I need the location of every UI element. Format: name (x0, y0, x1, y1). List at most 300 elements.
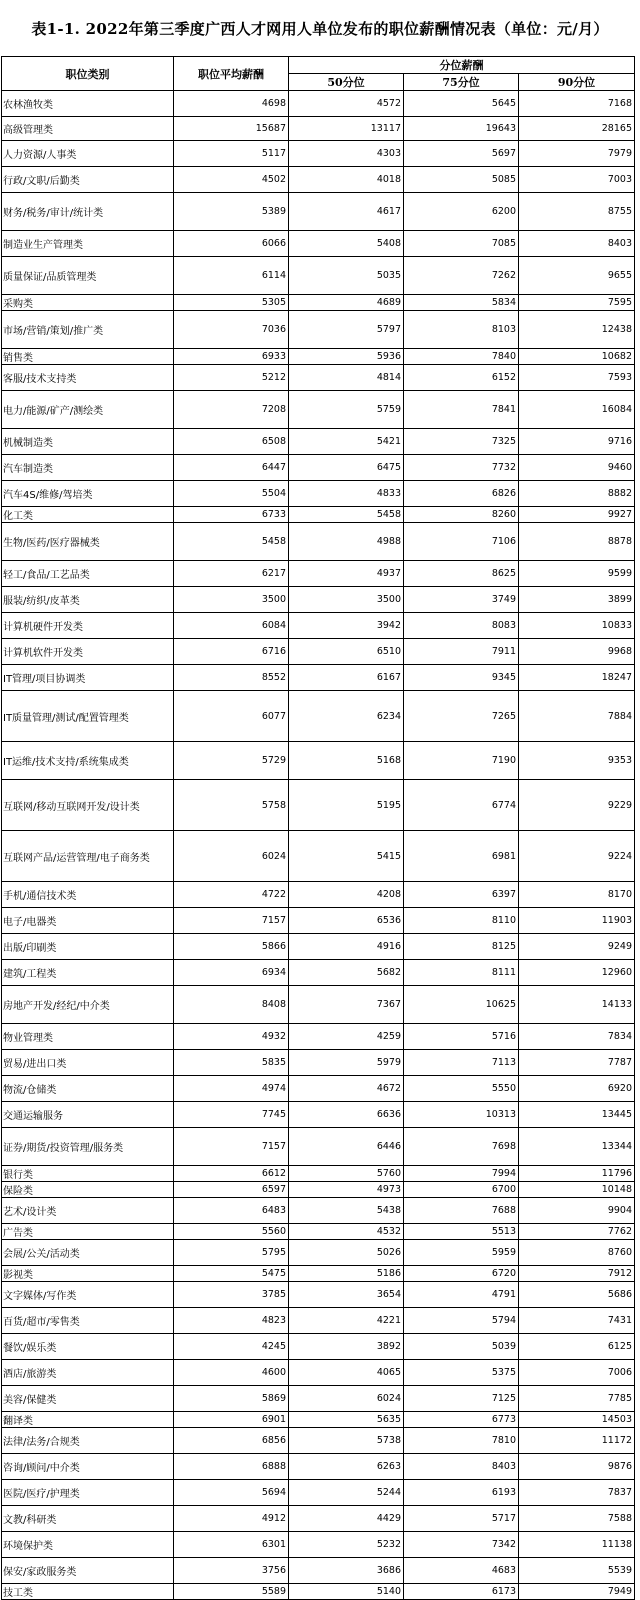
p90-cell: 7006 (519, 1360, 635, 1386)
p75-cell: 6152 (404, 365, 519, 391)
table-row (2, 1076, 635, 1102)
p75-cell: 7810 (404, 1428, 519, 1454)
category-cell: IT管理/项目协调类 (2, 665, 174, 691)
category-cell: 销售类 (2, 349, 174, 365)
average-cell: 5589 (174, 1584, 289, 1600)
table-row (2, 1532, 635, 1558)
average-cell: 7036 (174, 311, 289, 349)
average-cell: 4600 (174, 1360, 289, 1386)
salary-table (1, 56, 635, 1600)
p90-cell: 12438 (519, 311, 635, 349)
p50-cell: 5635 (289, 1412, 404, 1428)
p75-cell: 6700 (404, 1182, 519, 1198)
p90-cell: 9249 (519, 934, 635, 960)
category-cell: 计算机软件开发类 (2, 639, 174, 665)
p50-cell: 5421 (289, 429, 404, 455)
p50-cell: 5186 (289, 1266, 404, 1282)
category-cell: 质量保证/品质管理类 (2, 257, 174, 295)
category-cell: 电子/电器类 (2, 908, 174, 934)
category-cell: 汽车4S/维修/驾培类 (2, 481, 174, 507)
table-row (2, 1182, 635, 1198)
p75-cell: 7113 (404, 1050, 519, 1076)
p75-cell: 7342 (404, 1532, 519, 1558)
p50-cell: 6024 (289, 1386, 404, 1412)
table-row (2, 1102, 635, 1128)
category-cell: 法律/法务/合规类 (2, 1428, 174, 1454)
p50-cell: 3500 (289, 587, 404, 613)
category-cell: 医院/医疗/护理类 (2, 1480, 174, 1506)
p75-cell: 5717 (404, 1506, 519, 1532)
p75-cell: 6981 (404, 831, 519, 882)
category-cell: 美容/保健类 (2, 1386, 174, 1412)
p50-cell: 4303 (289, 141, 404, 167)
p75-cell: 5039 (404, 1334, 519, 1360)
average-cell: 6483 (174, 1198, 289, 1224)
p50-cell: 5759 (289, 391, 404, 429)
table-row (2, 1360, 635, 1386)
average-cell: 6733 (174, 507, 289, 523)
average-cell: 3785 (174, 1282, 289, 1308)
p90-cell: 6920 (519, 1076, 635, 1102)
average-cell: 5866 (174, 934, 289, 960)
p90-cell: 10833 (519, 613, 635, 639)
p75-cell: 6397 (404, 882, 519, 908)
p90-cell: 7834 (519, 1024, 635, 1050)
average-cell: 5560 (174, 1224, 289, 1240)
category-cell: 高级管理类 (2, 117, 174, 141)
table-row (2, 141, 635, 167)
p75-cell: 8111 (404, 960, 519, 986)
average-cell: 5305 (174, 295, 289, 311)
average-cell: 7745 (174, 1102, 289, 1128)
category-cell: 咨询/顾问/中介类 (2, 1454, 174, 1480)
p50-cell: 5232 (289, 1532, 404, 1558)
category-cell: 客服/技术支持类 (2, 365, 174, 391)
p75-cell: 7911 (404, 639, 519, 665)
p50-cell: 4221 (289, 1308, 404, 1334)
p90-cell: 9229 (519, 780, 635, 831)
table-row (2, 742, 635, 780)
p50-cell: 4259 (289, 1024, 404, 1050)
p50-cell: 4973 (289, 1182, 404, 1198)
p90-cell: 7003 (519, 167, 635, 193)
p50-cell: 4988 (289, 523, 404, 561)
p75-cell: 5697 (404, 141, 519, 167)
p90-cell: 7884 (519, 691, 635, 742)
p50-cell: 4532 (289, 1224, 404, 1240)
average-cell: 6901 (174, 1412, 289, 1428)
p50-cell: 7367 (289, 986, 404, 1024)
table-row (2, 1198, 635, 1224)
average-cell: 5729 (174, 742, 289, 780)
average-cell: 6114 (174, 257, 289, 295)
category-cell: 电力/能源/矿产/测绘类 (2, 391, 174, 429)
category-cell: 物流/仓储类 (2, 1076, 174, 1102)
table-row (2, 91, 635, 117)
p50-cell: 4065 (289, 1360, 404, 1386)
category-cell: 机械制造类 (2, 429, 174, 455)
p50-cell: 5936 (289, 349, 404, 365)
p50-cell: 4672 (289, 1076, 404, 1102)
header-percentile-group: 分位薪酬 (289, 57, 635, 74)
table-row (2, 507, 635, 523)
table-row (2, 780, 635, 831)
average-cell: 8552 (174, 665, 289, 691)
p75-cell: 7732 (404, 455, 519, 481)
table-row (2, 934, 635, 960)
average-cell: 6084 (174, 613, 289, 639)
average-cell: 6612 (174, 1166, 289, 1182)
category-cell: 化工类 (2, 507, 174, 523)
p90-cell: 9460 (519, 455, 635, 481)
p90-cell: 9599 (519, 561, 635, 587)
category-cell: 建筑/工程类 (2, 960, 174, 986)
p50-cell: 5195 (289, 780, 404, 831)
category-cell: 技工类 (2, 1584, 174, 1600)
p75-cell: 8625 (404, 561, 519, 587)
header-p90: 90分位 (519, 74, 635, 91)
category-cell: 市场/营销/策划/推广类 (2, 311, 174, 349)
category-cell: 轻工/食品/工艺品类 (2, 561, 174, 587)
header-p50: 50分位 (289, 74, 404, 91)
average-cell: 6447 (174, 455, 289, 481)
table-row (2, 1166, 635, 1182)
average-cell: 7157 (174, 908, 289, 934)
category-cell: 人力资源/人事类 (2, 141, 174, 167)
p90-cell: 10682 (519, 349, 635, 365)
category-cell: 计算机硬件开发类 (2, 613, 174, 639)
table-row (2, 882, 635, 908)
average-cell: 5117 (174, 141, 289, 167)
p90-cell: 11138 (519, 1532, 635, 1558)
p90-cell: 18247 (519, 665, 635, 691)
p50-cell: 4208 (289, 882, 404, 908)
p75-cell: 7841 (404, 391, 519, 429)
p75-cell: 7840 (404, 349, 519, 365)
p50-cell: 5979 (289, 1050, 404, 1076)
average-cell: 6856 (174, 1428, 289, 1454)
p75-cell: 6826 (404, 481, 519, 507)
p50-cell: 3686 (289, 1558, 404, 1584)
p75-cell: 5513 (404, 1224, 519, 1240)
p50-cell: 6536 (289, 908, 404, 934)
category-cell: 百货/超市/零售类 (2, 1308, 174, 1334)
p90-cell: 13445 (519, 1102, 635, 1128)
p90-cell: 7588 (519, 1506, 635, 1532)
p90-cell: 7785 (519, 1386, 635, 1412)
p50-cell: 4689 (289, 295, 404, 311)
p75-cell: 5794 (404, 1308, 519, 1334)
table-row (2, 908, 635, 934)
table-row (2, 311, 635, 349)
p50-cell: 4833 (289, 481, 404, 507)
header-p75: 75分位 (404, 74, 519, 91)
average-cell: 8408 (174, 986, 289, 1024)
p75-cell: 6200 (404, 193, 519, 231)
average-cell: 15687 (174, 117, 289, 141)
p50-cell: 6446 (289, 1128, 404, 1166)
table-row (2, 481, 635, 507)
p50-cell: 13117 (289, 117, 404, 141)
p50-cell: 5244 (289, 1480, 404, 1506)
table-row (2, 960, 635, 986)
table-row (2, 1240, 635, 1266)
average-cell: 5458 (174, 523, 289, 561)
average-cell: 6716 (174, 639, 289, 665)
p90-cell: 8882 (519, 481, 635, 507)
p75-cell: 8103 (404, 311, 519, 349)
average-cell: 5869 (174, 1386, 289, 1412)
p75-cell: 7262 (404, 257, 519, 295)
average-cell: 6597 (174, 1182, 289, 1198)
p75-cell: 7125 (404, 1386, 519, 1412)
table-row (2, 295, 635, 311)
p75-cell: 8260 (404, 507, 519, 523)
p90-cell: 7168 (519, 91, 635, 117)
category-cell: 环境保护类 (2, 1532, 174, 1558)
table-row (2, 1480, 635, 1506)
p75-cell: 6193 (404, 1480, 519, 1506)
p90-cell: 3899 (519, 587, 635, 613)
average-cell: 6301 (174, 1532, 289, 1558)
p90-cell: 7949 (519, 1584, 635, 1600)
category-cell: 互联网产品/运营管理/电子商务类 (2, 831, 174, 882)
p75-cell: 5550 (404, 1076, 519, 1102)
p75-cell: 7325 (404, 429, 519, 455)
p75-cell: 6773 (404, 1412, 519, 1428)
average-cell: 4245 (174, 1334, 289, 1360)
average-cell: 7208 (174, 391, 289, 429)
table-title: 表1-1. 2022年第三季度广西人才网用人单位发布的职位薪酬情况表（单位：元/月） (31, 20, 609, 38)
p90-cell: 7979 (519, 141, 635, 167)
table-row (2, 1128, 635, 1166)
p75-cell: 10313 (404, 1102, 519, 1128)
category-cell: 手机/通信技术类 (2, 882, 174, 908)
table-row (2, 257, 635, 295)
p50-cell: 4814 (289, 365, 404, 391)
table-row (2, 1334, 635, 1360)
p50-cell: 5026 (289, 1240, 404, 1266)
category-cell: IT运维/技术支持/系统集成类 (2, 742, 174, 780)
table-row (2, 1266, 635, 1282)
table-row (2, 1308, 635, 1334)
table-row (2, 1024, 635, 1050)
p50-cell: 6475 (289, 455, 404, 481)
category-cell: 采购类 (2, 295, 174, 311)
table-row (2, 1050, 635, 1076)
table-row (2, 665, 635, 691)
table-row (2, 1454, 635, 1480)
p90-cell: 11903 (519, 908, 635, 934)
p50-cell: 4572 (289, 91, 404, 117)
p50-cell: 6167 (289, 665, 404, 691)
p50-cell: 4617 (289, 193, 404, 231)
p75-cell: 4683 (404, 1558, 519, 1584)
category-cell: 农林渔牧类 (2, 91, 174, 117)
category-cell: 生物/医药/医疗器械类 (2, 523, 174, 561)
p90-cell: 9876 (519, 1454, 635, 1480)
p50-cell: 5438 (289, 1198, 404, 1224)
category-cell: 贸易/进出口类 (2, 1050, 174, 1076)
p90-cell: 13344 (519, 1128, 635, 1166)
p50-cell: 4018 (289, 167, 404, 193)
average-cell: 4502 (174, 167, 289, 193)
average-cell: 4932 (174, 1024, 289, 1050)
p90-cell: 9968 (519, 639, 635, 665)
category-cell: 文字媒体/写作类 (2, 1282, 174, 1308)
p90-cell: 7912 (519, 1266, 635, 1282)
p90-cell: 9927 (519, 507, 635, 523)
p75-cell: 7698 (404, 1128, 519, 1166)
p75-cell: 5085 (404, 167, 519, 193)
table-row (2, 986, 635, 1024)
p90-cell: 5539 (519, 1558, 635, 1584)
p75-cell: 6173 (404, 1584, 519, 1600)
p50-cell: 4429 (289, 1506, 404, 1532)
p75-cell: 8125 (404, 934, 519, 960)
category-cell: 互联网/移动互联网开发/设计类 (2, 780, 174, 831)
category-cell: 制造业生产管理类 (2, 231, 174, 257)
average-cell: 6024 (174, 831, 289, 882)
p75-cell: 5959 (404, 1240, 519, 1266)
p90-cell: 8403 (519, 231, 635, 257)
p75-cell: 6720 (404, 1266, 519, 1282)
p90-cell: 9224 (519, 831, 635, 882)
p90-cell: 6125 (519, 1334, 635, 1360)
average-cell: 6933 (174, 349, 289, 365)
p90-cell: 8755 (519, 193, 635, 231)
average-cell: 5475 (174, 1266, 289, 1282)
average-cell: 7157 (174, 1128, 289, 1166)
p50-cell: 3654 (289, 1282, 404, 1308)
average-cell: 5694 (174, 1480, 289, 1506)
p50-cell: 5682 (289, 960, 404, 986)
p90-cell: 9716 (519, 429, 635, 455)
average-cell: 4823 (174, 1308, 289, 1334)
average-cell: 4974 (174, 1076, 289, 1102)
average-cell: 5835 (174, 1050, 289, 1076)
table-row (2, 1506, 635, 1532)
p90-cell: 14503 (519, 1412, 635, 1428)
p90-cell: 11796 (519, 1166, 635, 1182)
p90-cell: 7593 (519, 365, 635, 391)
category-cell: 翻译类 (2, 1412, 174, 1428)
average-cell: 6934 (174, 960, 289, 986)
table-row (2, 1412, 635, 1428)
p75-cell: 8110 (404, 908, 519, 934)
p90-cell: 12960 (519, 960, 635, 986)
table-row (2, 429, 635, 455)
average-cell: 6508 (174, 429, 289, 455)
category-cell: 影视类 (2, 1266, 174, 1282)
p75-cell: 7994 (404, 1166, 519, 1182)
p75-cell: 7106 (404, 523, 519, 561)
category-cell: 保安/家政服务类 (2, 1558, 174, 1584)
p90-cell: 9655 (519, 257, 635, 295)
p75-cell: 5375 (404, 1360, 519, 1386)
p50-cell: 5035 (289, 257, 404, 295)
category-cell: 交通运输服务 (2, 1102, 174, 1128)
p90-cell: 28165 (519, 117, 635, 141)
p75-cell: 7688 (404, 1198, 519, 1224)
p75-cell: 7190 (404, 742, 519, 780)
p90-cell: 7431 (519, 1308, 635, 1334)
category-cell: 保险类 (2, 1182, 174, 1198)
category-cell: 广告类 (2, 1224, 174, 1240)
p90-cell: 8760 (519, 1240, 635, 1266)
category-cell: 行政/文职/后勤类 (2, 167, 174, 193)
category-cell: 财务/税务/审计/统计类 (2, 193, 174, 231)
p90-cell: 7837 (519, 1480, 635, 1506)
p90-cell: 9353 (519, 742, 635, 780)
table-row (2, 1558, 635, 1584)
category-cell: 出版/印刷类 (2, 934, 174, 960)
p75-cell: 6774 (404, 780, 519, 831)
table-row (2, 1386, 635, 1412)
average-cell: 3500 (174, 587, 289, 613)
p50-cell: 5760 (289, 1166, 404, 1182)
average-cell: 6888 (174, 1454, 289, 1480)
category-cell: 会展/公关/活动类 (2, 1240, 174, 1266)
table-row (2, 167, 635, 193)
header-category: 职位类别 (2, 57, 174, 91)
p90-cell: 16084 (519, 391, 635, 429)
p50-cell: 3942 (289, 613, 404, 639)
average-cell: 4912 (174, 1506, 289, 1532)
p50-cell: 6234 (289, 691, 404, 742)
category-cell: 文教/科研类 (2, 1506, 174, 1532)
p75-cell: 5645 (404, 91, 519, 117)
category-cell: 酒店/旅游类 (2, 1360, 174, 1386)
p50-cell: 5797 (289, 311, 404, 349)
p50-cell: 5408 (289, 231, 404, 257)
p75-cell: 8083 (404, 613, 519, 639)
header-average: 职位平均薪酬 (174, 57, 289, 91)
p75-cell: 5716 (404, 1024, 519, 1050)
average-cell: 5389 (174, 193, 289, 231)
table-row (2, 1224, 635, 1240)
p50-cell: 5168 (289, 742, 404, 780)
average-cell: 4722 (174, 882, 289, 908)
p50-cell: 6263 (289, 1454, 404, 1480)
average-cell: 6217 (174, 561, 289, 587)
table-row (2, 691, 635, 742)
p90-cell: 9904 (519, 1198, 635, 1224)
p90-cell: 8170 (519, 882, 635, 908)
table-row (2, 831, 635, 882)
p75-cell: 19643 (404, 117, 519, 141)
p75-cell: 8403 (404, 1454, 519, 1480)
p50-cell: 4937 (289, 561, 404, 587)
table-row (2, 639, 635, 665)
p75-cell: 5834 (404, 295, 519, 311)
average-cell: 5504 (174, 481, 289, 507)
average-cell: 3756 (174, 1558, 289, 1584)
p90-cell: 11172 (519, 1428, 635, 1454)
average-cell: 4698 (174, 91, 289, 117)
average-cell: 6077 (174, 691, 289, 742)
category-cell: 餐饮/娱乐类 (2, 1334, 174, 1360)
category-cell: 艺术/设计类 (2, 1198, 174, 1224)
p75-cell: 3749 (404, 587, 519, 613)
average-cell: 5758 (174, 780, 289, 831)
table-row (2, 587, 635, 613)
table-row (2, 561, 635, 587)
p90-cell: 8878 (519, 523, 635, 561)
table-row (2, 613, 635, 639)
table-row (2, 365, 635, 391)
category-cell: 房地产开发/经纪/中介类 (2, 986, 174, 1024)
